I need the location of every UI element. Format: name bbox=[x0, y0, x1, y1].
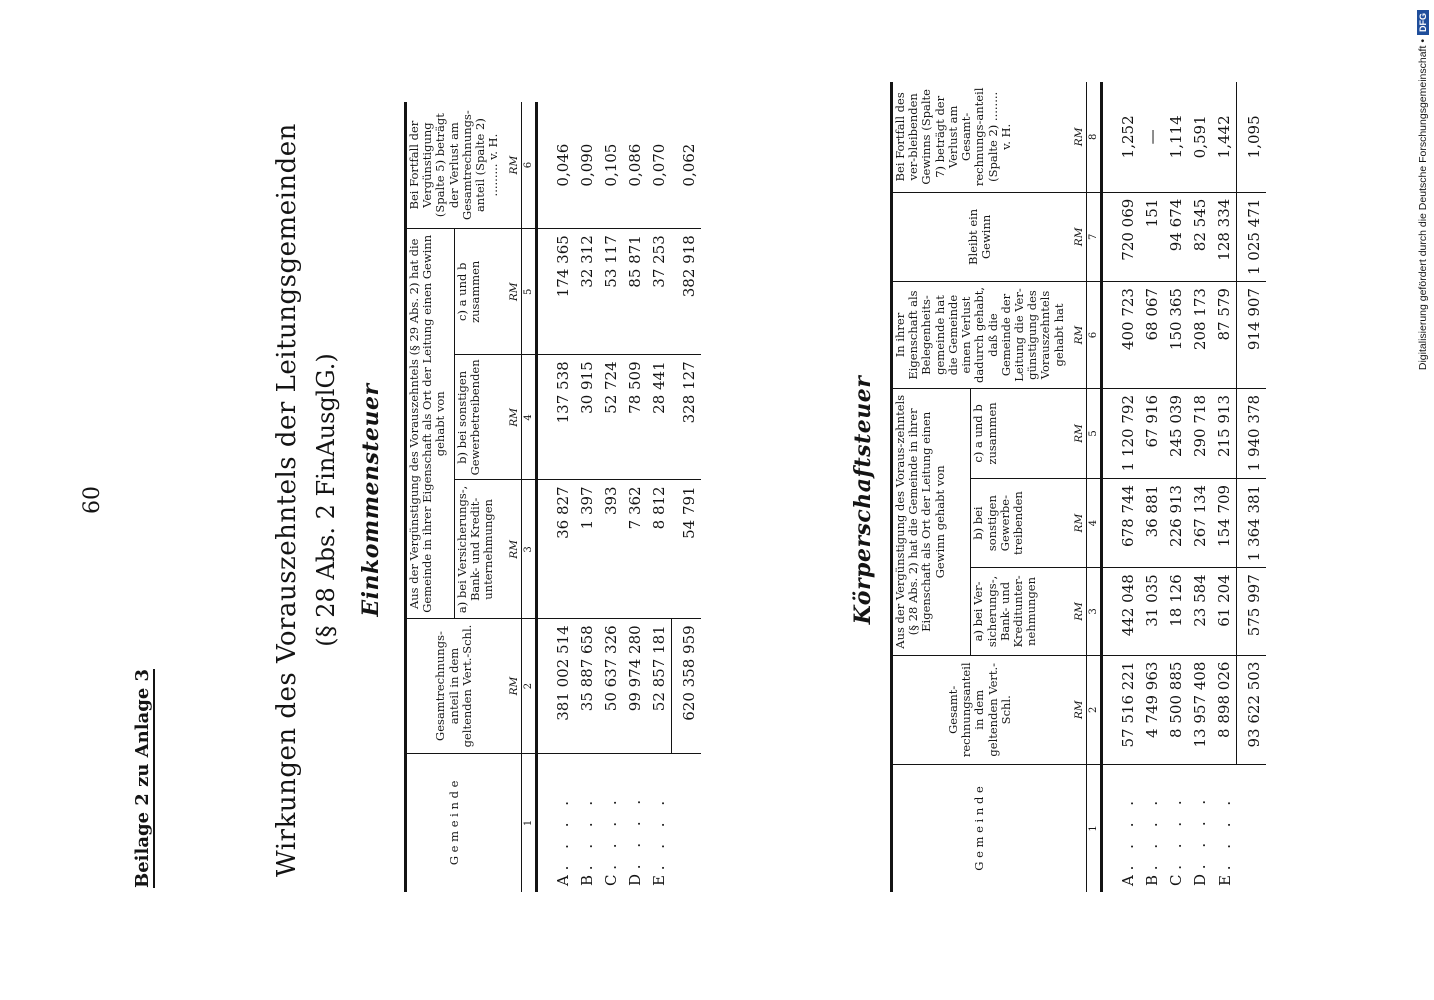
cell: 53 117 bbox=[599, 229, 623, 355]
cell: 1 397 bbox=[575, 480, 599, 619]
corporate-tax-table bbox=[890, 82, 1266, 892]
digitization-text: Digitalisierung gefördert durch die Deutsche Forschungsgemeinschaft • bbox=[1417, 39, 1429, 371]
cell: 245 039 bbox=[1164, 389, 1188, 479]
leader-dots: . . . . bbox=[554, 794, 573, 871]
cell: 35 887 658 bbox=[575, 619, 599, 753]
cell: 442 048 bbox=[1102, 568, 1141, 655]
cell: 13 957 408 bbox=[1188, 655, 1212, 764]
cell: 99 974 280 bbox=[623, 619, 647, 753]
unit-label: RM bbox=[1067, 478, 1087, 567]
cell: 82 545 bbox=[1188, 192, 1212, 281]
cell: 720 069 bbox=[1102, 192, 1141, 281]
cell: 61 204 bbox=[1212, 568, 1237, 655]
total-cell: 1,095 bbox=[1237, 82, 1267, 192]
cell: 8 812 bbox=[647, 480, 672, 619]
cell: 31 035 bbox=[1140, 568, 1164, 655]
gemeinde-label: D bbox=[626, 873, 645, 886]
table-row bbox=[1102, 82, 1141, 892]
gemeinde-label: B bbox=[1143, 874, 1162, 886]
cell: 1,114 bbox=[1164, 82, 1188, 192]
table-row bbox=[537, 102, 576, 892]
total-cell: 575 997 bbox=[1237, 568, 1267, 655]
gemeinde-label: E bbox=[650, 875, 669, 886]
total-cell: 328 127 bbox=[672, 355, 702, 480]
cell: 215 913 bbox=[1212, 389, 1237, 479]
cell: 0,591 bbox=[1188, 82, 1212, 192]
header-col3: a) bei Versicherungs-, Bank- und Kredit-unternehmungen bbox=[454, 480, 501, 619]
cell: 0,070 bbox=[647, 102, 672, 229]
cell: 0,090 bbox=[575, 102, 599, 229]
table-row bbox=[575, 102, 599, 892]
corporate-tax-heading: Körperschaftsteuer bbox=[850, 375, 876, 625]
header-col6: In ihrer Eigenschaft als Belegenheits-gemeinde hat die Gemeinde einen Verlust dadurch gehabt, daß die Gemeinde der Leitung die Ver-günstigung des Vorauszehntels gehabt hat bbox=[892, 282, 1067, 389]
table-row bbox=[623, 102, 647, 892]
total-cell: 382 918 bbox=[672, 229, 702, 355]
header-col6: Bei Fortfall der Vergünstigung (Spalte 5) beträgt der Verlust am Gesamtrechnungs-anteil (Spalte 2) ......... v. H. bbox=[406, 102, 502, 229]
leader-dots: . . . . bbox=[1143, 794, 1162, 871]
cell: 85 871 bbox=[623, 229, 647, 355]
table-row bbox=[1212, 82, 1237, 892]
page-subtitle: (§ 28 Abs. 2 FinAusglG.) bbox=[312, 353, 340, 647]
cell: 30 915 bbox=[575, 355, 599, 480]
total-cell: 620 358 959 bbox=[672, 619, 702, 753]
leader-dots: . . . . bbox=[602, 794, 621, 870]
row-gemeinde bbox=[599, 753, 623, 892]
total-cell: 1 940 378 bbox=[1237, 389, 1267, 479]
total-cell: 1 025 471 bbox=[1237, 192, 1267, 281]
total-cell: 1 364 381 bbox=[1237, 478, 1267, 567]
income-tax-heading: Einkommensteuer bbox=[358, 383, 384, 617]
unit-label: RM bbox=[1067, 389, 1087, 479]
cell: 137 538 bbox=[537, 355, 576, 480]
unit-blank bbox=[1067, 764, 1087, 892]
unit-label: RM bbox=[502, 102, 522, 229]
total-blank bbox=[672, 753, 702, 892]
income-tax-table bbox=[404, 102, 701, 892]
leader-dots: . . . . bbox=[1119, 794, 1138, 871]
row-gemeinde bbox=[647, 753, 672, 892]
gemeinde-label: A bbox=[1119, 875, 1138, 886]
cell: 67 916 bbox=[1140, 389, 1164, 479]
cell: 28 441 bbox=[647, 355, 672, 480]
column-number: 5 bbox=[1086, 389, 1102, 479]
cell: 37 253 bbox=[647, 229, 672, 355]
leader-dots: . . . . bbox=[578, 794, 597, 871]
gemeinde-label: D bbox=[1191, 873, 1210, 886]
total-cell: 0,062 bbox=[672, 102, 702, 229]
header-col5: c) a und b zusammen bbox=[454, 229, 501, 355]
cell: 1,442 bbox=[1212, 82, 1237, 192]
cell: 381 002 514 bbox=[537, 619, 576, 753]
leader-dots: . . . . bbox=[1191, 793, 1210, 870]
table-row bbox=[647, 102, 672, 892]
total-cell: 914 907 bbox=[1237, 282, 1267, 389]
cell: 0,046 bbox=[537, 102, 576, 229]
cell: 290 718 bbox=[1188, 389, 1212, 479]
cell: 1 120 792 bbox=[1102, 389, 1141, 479]
table-row bbox=[1188, 82, 1212, 892]
unit-label: RM bbox=[502, 229, 522, 355]
unit-label: RM bbox=[1067, 568, 1087, 655]
leader-dots: . . . . bbox=[1167, 794, 1186, 870]
header-col4: b) bei sonstigen Gewerbetreibenden bbox=[454, 355, 501, 480]
header-group: Aus der Vergünstigung des Voraus-zehntels (§ 28 Abs. 2) hat die Gemeinde in ihrer Eigenschaft als Ort der Leitung einen Gewinn gehabt von bbox=[892, 389, 971, 656]
total-row bbox=[672, 102, 702, 892]
cell: 267 134 bbox=[1188, 478, 1212, 567]
leader-dots: . . . . bbox=[650, 794, 669, 871]
row-gemeinde bbox=[1164, 764, 1188, 892]
total-cell: 93 622 503 bbox=[1237, 655, 1267, 764]
unit-label: RM bbox=[1067, 82, 1087, 192]
cell: 32 312 bbox=[575, 229, 599, 355]
column-number: 2 bbox=[521, 619, 537, 753]
column-number: 4 bbox=[1086, 478, 1102, 567]
column-number: 8 bbox=[1086, 82, 1102, 192]
cell: 226 913 bbox=[1164, 478, 1188, 567]
cell: 87 579 bbox=[1212, 282, 1237, 389]
gemeinde-label: C bbox=[1167, 874, 1186, 886]
page-number: 60 bbox=[80, 486, 105, 514]
cell: 393 bbox=[599, 480, 623, 619]
cell: 52 724 bbox=[599, 355, 623, 480]
cell: 400 723 bbox=[1102, 282, 1141, 389]
table-row bbox=[1140, 82, 1164, 892]
cell: 678 744 bbox=[1102, 478, 1141, 567]
row-gemeinde bbox=[1140, 764, 1164, 892]
gemeinde-label: E bbox=[1215, 875, 1234, 886]
header-col5: c) a und b zusammen bbox=[971, 389, 1067, 479]
cell: 68 067 bbox=[1140, 282, 1164, 389]
cell: 18 126 bbox=[1164, 568, 1188, 655]
dfg-logo: DFG bbox=[1417, 10, 1429, 35]
total-blank bbox=[1237, 764, 1267, 892]
header-col2: Gesamtrechnungs-anteil in dem geltenden Vert.-Schl. bbox=[406, 619, 502, 753]
unit-label: RM bbox=[1067, 655, 1087, 764]
leader-dots: . . . . bbox=[1215, 794, 1234, 871]
row-gemeinde bbox=[1212, 764, 1237, 892]
table-row bbox=[599, 102, 623, 892]
cell: — bbox=[1140, 82, 1164, 192]
cell: 8 898 026 bbox=[1212, 655, 1237, 764]
column-number: 4 bbox=[521, 355, 537, 480]
column-number: 1 bbox=[521, 753, 537, 892]
row-gemeinde bbox=[623, 753, 647, 892]
cell: 151 bbox=[1140, 192, 1164, 281]
cell: 36 827 bbox=[537, 480, 576, 619]
gemeinde-label: A bbox=[554, 875, 573, 886]
header-gemeinde: G e m e i n d e bbox=[892, 764, 1067, 892]
cell: 78 509 bbox=[623, 355, 647, 480]
column-number: 3 bbox=[521, 480, 537, 619]
cell: 208 173 bbox=[1188, 282, 1212, 389]
row-gemeinde bbox=[1188, 764, 1212, 892]
header-gemeinde: G e m e i n d e bbox=[406, 753, 502, 892]
header-col7: Bleibt ein Gewinn bbox=[892, 192, 1067, 281]
column-number: 5 bbox=[521, 229, 537, 355]
unit-label: RM bbox=[1067, 192, 1087, 281]
unit-label: RM bbox=[502, 619, 522, 753]
unit-label: RM bbox=[502, 355, 522, 480]
cell: 0,086 bbox=[623, 102, 647, 229]
total-row bbox=[1237, 82, 1267, 892]
row-gemeinde bbox=[537, 753, 576, 892]
table-row bbox=[1164, 82, 1188, 892]
cell: 8 500 885 bbox=[1164, 655, 1188, 764]
row-gemeinde bbox=[1102, 764, 1141, 892]
column-number: 7 bbox=[1086, 192, 1102, 281]
unit-label: RM bbox=[1067, 282, 1087, 389]
cell: 128 334 bbox=[1212, 192, 1237, 281]
column-number: 1 bbox=[1086, 764, 1102, 892]
gemeinde-label: B bbox=[578, 874, 597, 886]
column-number: 6 bbox=[1086, 282, 1102, 389]
row-gemeinde bbox=[575, 753, 599, 892]
cell: 50 637 326 bbox=[599, 619, 623, 753]
column-number: 2 bbox=[1086, 655, 1102, 764]
unit-label: RM bbox=[502, 480, 522, 619]
page-title: Wirkungen des Vorauszehntels der Leitungsgemeinden bbox=[272, 123, 302, 877]
header-col2: Gesamt-rechnungsanteil in dem geltenden Vert.-Schl. bbox=[892, 655, 1067, 764]
cell: 174 365 bbox=[537, 229, 576, 355]
cell: 36 881 bbox=[1140, 478, 1164, 567]
total-cell: 54 791 bbox=[672, 480, 702, 619]
header-col3: a) bei Ver-sicherungs-, Bank- und Kreditunter-nehmungen bbox=[971, 568, 1067, 655]
header-col4: b) bei sonstigen Gewerbe-treibenden bbox=[971, 478, 1067, 567]
attachment-label: Beilage 2 zu Anlage 3 bbox=[132, 668, 153, 888]
cell: 23 584 bbox=[1188, 568, 1212, 655]
cell: 150 365 bbox=[1164, 282, 1188, 389]
leader-dots: . . . . bbox=[626, 793, 645, 870]
cell: 52 857 181 bbox=[647, 619, 672, 753]
unit-blank bbox=[502, 753, 522, 892]
cell: 4 749 963 bbox=[1140, 655, 1164, 764]
cell: 154 709 bbox=[1212, 478, 1237, 567]
cell: 7 362 bbox=[623, 480, 647, 619]
cell: 0,105 bbox=[599, 102, 623, 229]
gemeinde-label: C bbox=[602, 874, 621, 886]
header-group: Aus der Vergünstigung des Vorauszehntels (§ 29 Abs. 2) hat die Gemeinde in ihrer Eigenschaft als Ort der Leitung einen Gewinn gehabt von bbox=[406, 229, 455, 619]
cell: 94 674 bbox=[1164, 192, 1188, 281]
header-col8: Bei Fortfall des ver-bleibenden Gewinns (Spalte 7) beträgt der Verlust am Gesamt-rechnungs-anteil (Spalte 2) ........ v. H. bbox=[892, 82, 1067, 192]
column-number: 6 bbox=[521, 102, 537, 229]
cell: 1,252 bbox=[1102, 82, 1141, 192]
cell: 57 516 221 bbox=[1102, 655, 1141, 764]
digitization-note bbox=[1412, 10, 1434, 630]
column-number: 3 bbox=[1086, 568, 1102, 655]
